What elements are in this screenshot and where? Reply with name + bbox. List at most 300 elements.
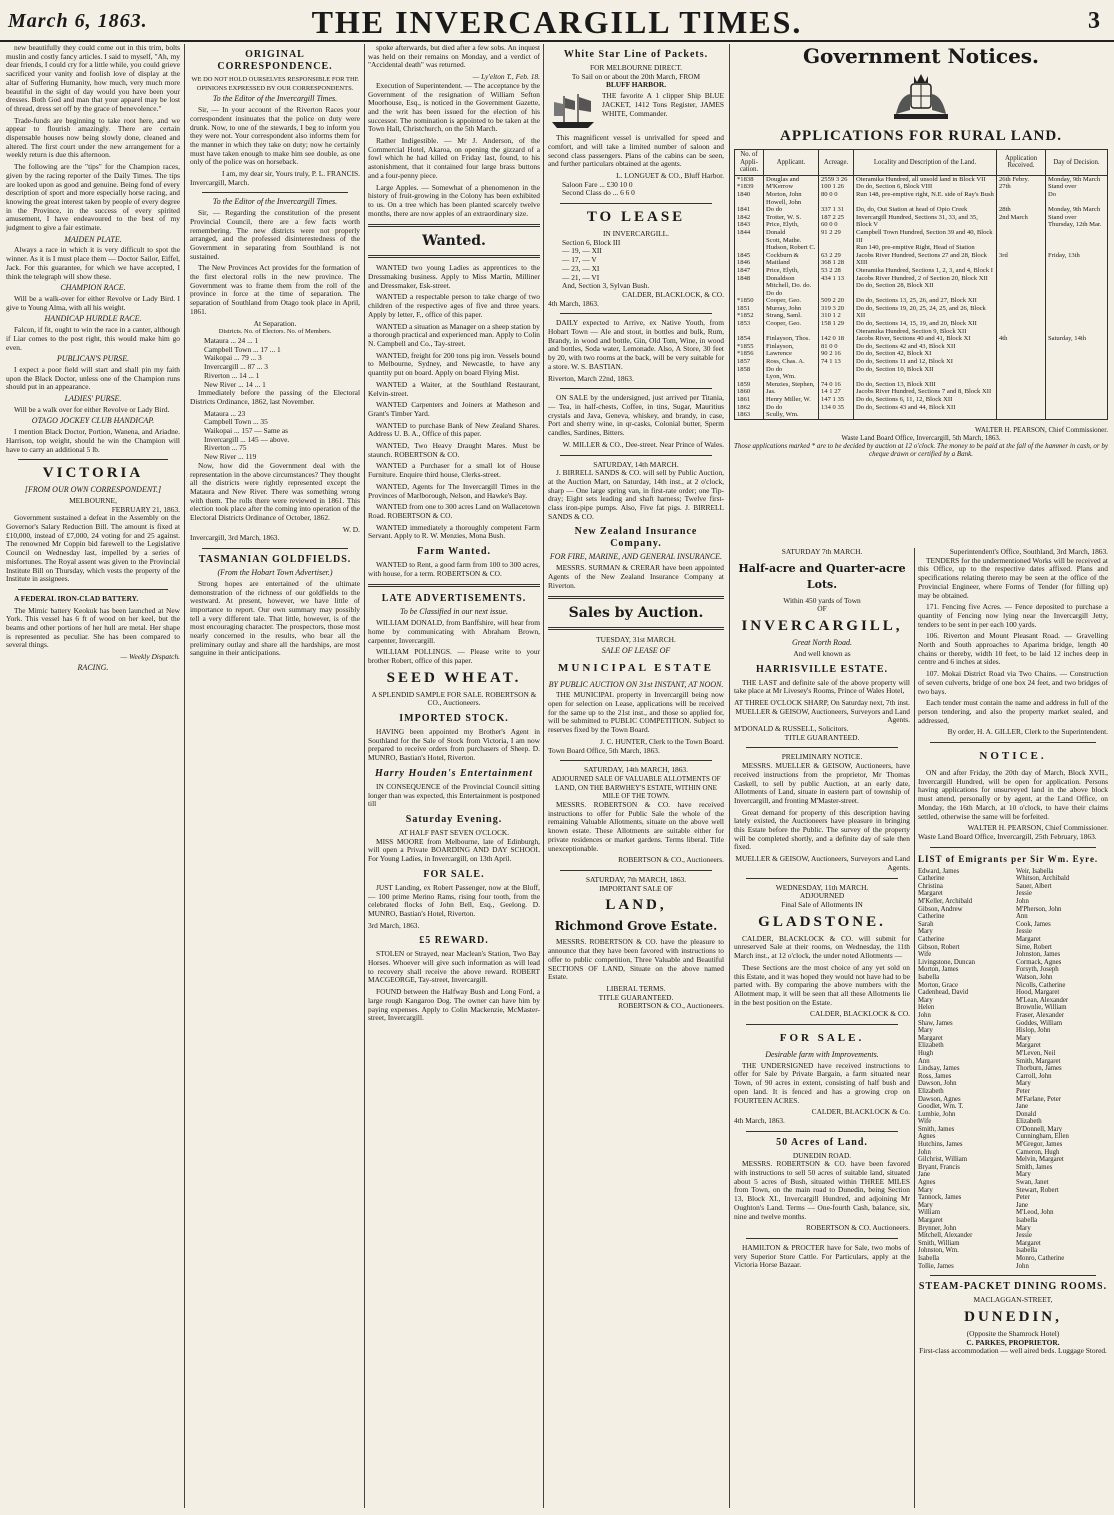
ad-subheading: FOR MELBOURNE DIRECT.: [589, 63, 683, 72]
list-item: Forsyth, Joseph: [1016, 966, 1059, 974]
section-heading: LATE ADVERTISEMENTS.: [381, 593, 527, 605]
disclaimer: WE DO NOT HOLD OURSELVES RESPONSIBLE FOR THE OPINIONS EXPRESSED BY OUR CORRESPONDENTS.: [191, 76, 359, 92]
ad-subheading: AT HALF PAST SEVEN O'CLOCK.: [398, 828, 510, 837]
list-item: Lindsay, James: [918, 1065, 960, 1073]
article-text: Will be a walk-over for either Revolve or Lady Bird. I give to Young Alma, with all his weight.: [6, 293, 180, 312]
list-item: And, Section 3, Sylvan Bush.: [562, 281, 650, 291]
list-item: Lumbie, John: [918, 1110, 956, 1118]
ad-subheading: IMPORTANT SALE OF: [599, 883, 673, 893]
table-cell: Menzies, Stephen, Jas. Henry Miller, W. Do do Scully, Wm.: [764, 381, 819, 419]
list-item: Cameron, Hugh: [1016, 1148, 1060, 1156]
list-item: Elizabeth: [1016, 1118, 1042, 1126]
list-item: Cook, James: [1016, 920, 1051, 928]
list-item: Nicolls, Catherine: [1016, 981, 1066, 989]
ad-heading: HARRISVILLE ESTATE.: [756, 663, 888, 675]
tender-item: 171. Fencing five Acres. — Fence deposited to purchase a quantity of Fencing now lying near the Invercargill Jetty, tenders to be sent in per each 100 yards.: [918, 602, 1108, 629]
column-rule: [543, 44, 544, 1508]
list-item: Margaret: [1016, 936, 1041, 944]
letter-text: The New Provinces Act provides for the formation of the first electoral rolls in the new province. The Government was to frame them from the roll of the province in force at the time of separation. The separation of Southland from Otago took place in April, 1861.: [190, 263, 360, 316]
list-item: Ann: [918, 1057, 930, 1065]
tender-item: 107. Mokai District Road via Two Chains. — Construction of seven culverts, bridge of one box 24 feet, and two bridges of two bays.: [918, 669, 1108, 696]
fare-list: [548, 181, 724, 198]
table-row: Riverton ... 14 ... 1: [204, 370, 260, 380]
ad-heading: NOTICE.: [979, 750, 1047, 763]
list-item: Margaret: [1016, 1042, 1041, 1050]
classified-ad: FOUND between the Halfway Bush and Long Ford, a large rough Kangaroo Dog. The owner can have him by paying expenses. Apply to Colin Mackenzie, McMaster-street, Invercargill.: [368, 987, 540, 1023]
ad-heading: SATURDAY, 14th MARCH, 1863.: [584, 765, 688, 775]
classified-ad: STOLEN or Strayed, near Maclean's Station, Two Bay Horses. Whoever will give such information as will lead to recovery shall receive the above reward. ROBERT MACGEORGE, Tay-street, Invercargill.: [368, 949, 540, 985]
column-header: Day of Decision.: [1046, 150, 1108, 176]
ad-text: MESSRS. MUELLER & GEISOW, Auctioneers, have received instructions from the proprietor, Mr Thomas Caskell, to sell by public Auction, at an early date, Allotments of Land, situate in eastern part of township of Invercargill, and fronting M'Master-street.: [734, 761, 910, 805]
ad-date: 4th March, 1863.: [734, 1115, 785, 1125]
source-credit: — Weekly Dispatch.: [120, 652, 180, 662]
emigrant-list: [918, 868, 1108, 1270]
ad-date: Riverton, March 22nd, 1863.: [548, 373, 634, 383]
column-header: No. of Appli-cation.: [735, 150, 764, 176]
letter-place: Invercargill, March.: [190, 177, 250, 187]
table-cell: Monday, 9th March Stand over Do: [1046, 175, 1108, 206]
table-cell: Finlayson, Thos. Finlayson, Lawrence Ross, Chas. A. Do do Lyon, Wm.: [764, 335, 819, 381]
classified-ad: WANTED, freight for 200 tons pig iron. Vessels bound to Melbourne, Sydney, and Newcastle, to have any quantity put on board. Apply on board Flying Mist.: [368, 350, 540, 378]
table-cell: 1854 *1855 *1856 1857 1858: [735, 335, 764, 381]
list-item: Smith, William: [918, 1239, 960, 1247]
list-item: Gibson, Andrew: [918, 905, 963, 913]
list-item: M'Farlane, Peter: [1016, 1095, 1062, 1103]
table-cell: 26th Febry. 27th: [997, 175, 1046, 206]
list-item: Morton, Grace: [918, 981, 959, 989]
table-cell: 1859 1860 1861 1862 1863: [735, 381, 764, 419]
ad-text: And well known as: [793, 648, 851, 658]
list-item: Section 6, Block III: [562, 237, 621, 247]
list-item: Wife: [918, 1118, 932, 1126]
table-cell: 3rd: [997, 252, 1046, 298]
column-rule: [729, 44, 730, 1508]
tender-text: TENDERS for the undermentioned Works will be received at this Office, up to the respective dates affixed. Plans and specifications relating thereto may be seen at the office of the Provincial Engineer, where Forms of Tender (for filling up) may be obtained.: [918, 555, 1108, 600]
letter-signature: W. D.: [342, 524, 360, 534]
table-row: Invercargill ... 145 — above.: [204, 434, 290, 444]
ad-agent: MUELLER & GEISOW, Auctioneers, Surveyors and Land Agents.: [735, 706, 910, 725]
divider: [368, 584, 540, 587]
list-item: Gilchrist, William: [918, 1156, 968, 1164]
ad-text: MESSRS. SURMAN & CRERAR have been appointed Agents of the New Zealand Insurance Company at Riverton.: [548, 563, 724, 590]
list-item: Goddes, William: [1016, 1019, 1063, 1027]
classified-ad: WANTED a Waiter, at the Southland Restaurant, Kelvin-street.: [368, 379, 540, 398]
letter-place: Invercargill, 3rd March, 1863.: [190, 533, 280, 543]
table-cell: [1046, 297, 1108, 335]
divider: [930, 742, 1096, 743]
tender-text: Each tender must contain the name and address in full of the person tendering, and also the property market sealed, and addressed,: [918, 698, 1108, 725]
ad-heading: SATURDAY, 14th MARCH.: [593, 459, 679, 469]
section-heading: OTAGO JOCKEY CLUB HANDICAP.: [31, 416, 155, 426]
district-table: [190, 410, 360, 462]
article-text: The following are the "tips" for the Champion races, given by the racing reporter of the Daily Times. The tips are looked upon as good and genuine. Being fond of every description of sport and more especially horse racing, and knowing the great interest taken by people of every degree in the Province, in the success of every spirited amusement, I have endeavoured to the best of my judgment to give a fair estimate.: [6, 162, 180, 233]
section-heading: MAIDEN PLATE.: [64, 234, 122, 244]
column-rule: [364, 44, 365, 1508]
section-heading: Government Notices.: [802, 44, 1040, 68]
list-item: Sauer, Albert: [1016, 882, 1052, 890]
ad-agent: W. MILLER & CO., Dee-street. Near Prince of Wales.: [562, 439, 724, 449]
classified-ad: WANTED Carpenters and Joiners at Matheson and Grant's Timber Yard.: [368, 400, 540, 418]
classified-ad: WANTED a Purchaser for a small lot of House Furniture. Enquire third house, Clerks-street.: [368, 461, 540, 480]
list-item: Ann: [1016, 913, 1028, 921]
list-item: Cormack, Agnes: [1016, 958, 1062, 966]
ad-heading: £5 REWARD.: [419, 935, 489, 947]
list-item: John: [1016, 898, 1029, 906]
classified-ad: JUST Landing, ex Robert Passenger, now at the Bluff, — 100 prime Merino Rams, rising four tooth, from the celebrated flocks of John Bell, Esq., Geelong. D. MUNRO, Bastian's Hotel, Riverton.: [368, 882, 540, 918]
article-text: I expect a poor field will start and shall pin my faith upon the Black Doctor, unless one of the Champion runs should put in an appearance.: [6, 364, 180, 392]
list-item: Isabella: [918, 1254, 940, 1262]
list-item: Christina: [918, 882, 943, 890]
list-item: Catherine: [918, 936, 945, 944]
list-item: Catherine: [918, 875, 945, 883]
section-heading: RACING.: [77, 662, 109, 672]
ad-subheading: Final Sale of Allotments IN: [781, 899, 863, 909]
list-item: Margaret: [918, 890, 943, 898]
ad-text: THE UNDERSIGNED have received instructions to offer for Sale by Private Bargain, a farm situated near Town, of 90 acres in extent, consisting of half bush and open land. It is fenced and has a growing crop on FOURTEEN ACRES.: [734, 1060, 910, 1105]
table-cell: 63 2 29 368 1 28 53 2 28 434 1 13: [819, 252, 854, 298]
divider: [548, 596, 724, 599]
ad-subheading: BY PUBLIC AUCTION ON 31st INSTANT, AT NOON.: [548, 679, 724, 689]
government-notices: [734, 44, 1108, 458]
list-item: Goodlet, Wm. T.: [918, 1103, 964, 1111]
list-item: Morton, James: [918, 966, 959, 974]
section-heading: Sales by Auction.: [568, 605, 704, 622]
divider: [560, 455, 712, 456]
article-text: Falcon, if fit, ought to win the race in a canter, although if Liar comes to the post right, this would make him go even.: [6, 325, 180, 352]
table-header-row: [735, 150, 1108, 176]
divider: [930, 1275, 1096, 1276]
column-5: [734, 548, 910, 1508]
table-cell: 4th: [997, 335, 1046, 381]
list-item: Helen: [918, 1004, 935, 1012]
ad-date: Town Board Office, 5th March, 1863.: [548, 745, 660, 755]
table-cell: Do do, Section 13, Block XIII Jacobs River Hundred, Sections 7 and 8, Block XII Do do, Sections 6, 11, 12, Block XII Do do, Sections 43 and 44, Block XII: [854, 381, 997, 419]
ship-icon: [548, 92, 598, 132]
list-item: Catherine: [918, 913, 945, 921]
lease-list: [548, 239, 724, 291]
ad-subheading: SALE OF LEASE OF: [601, 645, 671, 655]
table-row: Riverton ... 75: [204, 443, 247, 453]
list-item: Mary: [918, 996, 933, 1004]
letter-heading: To the Editor of the Invercargill Times.: [212, 94, 338, 104]
office-date: Waste Land Board Office, Invercargill, 5th March, 1863.: [841, 433, 1001, 442]
ad-heading: SEED WHEAT.: [386, 669, 522, 686]
list-item: Agnes: [918, 1133, 936, 1141]
letter-text: Sir, — In your account of the Riverton Races your correspondent insinuates that the police on duty were drunk. Now, to one of the stewards, I beg to inform you they were not. Your correspondent also informs them for the manner in which they take on duty; now he certainly must have taken enough to make him see double, as one only of the police was on horseback.: [190, 105, 360, 167]
source-credit: (From the Hobart Town Advertiser.): [217, 568, 333, 578]
ad-subheading: Desirable farm with Improvements.: [765, 1050, 879, 1060]
article-text: Large Apples. — Somewhat of a phenomenon in the history of fruit-growing in the Colony has been exhibited to us. On a tree which has been planted scarcely twelve months, there are now apples of an extraordinary size.: [368, 182, 540, 218]
list-item: Monro, Catherine: [1016, 1254, 1065, 1262]
ad-text: THE LAST and definite sale of the above property will take place at Mr Livesey's Rooms, Prince of Wales Hotel,: [734, 677, 910, 696]
article-text: Trade-funds are beginning to take root here, and we appear to flourish amazingly. There are certain dispensable houses now being slowly done, cleaned and altered. The first court under the new arrangement for a weekly return is due this afternoon.: [6, 115, 180, 160]
list-item: Tannock, James: [918, 1194, 962, 1202]
list-item: — 23, — XI: [562, 263, 600, 273]
section-heading: TASMANIAN GOLDFIELDS.: [198, 554, 352, 566]
table-cell: [1046, 381, 1108, 419]
table-row: Waikopai ... 79 ... 3: [204, 353, 262, 363]
ad-heading: IMPORTED STOCK.: [399, 713, 509, 725]
section-heading: HANDICAP HURDLE RACE.: [44, 314, 142, 324]
table-cell: 74 0 16 14 1 27 147 1 35 134 0 35: [819, 381, 854, 419]
list-item: Jessie: [1016, 928, 1032, 936]
classified-ad: WANTED a situation as Manager on a sheep station by a thorough practical and experienced man. Apply to Colin N. Campbell and Co., Tay-street.: [368, 321, 540, 348]
ad-agent: MUELLER & GEISOW, Auctioneers, Surveyors and Land Agents.: [735, 854, 910, 872]
ad-text: First-class accommodation — well aired beds. Luggage Stored.: [919, 1346, 1107, 1356]
list-item: Mary: [1016, 1224, 1031, 1232]
source-credit: — Ly'elton T., Feb. 18.: [472, 72, 540, 82]
list-item: John: [918, 1148, 931, 1156]
list-item: Watson, John: [1016, 974, 1053, 981]
letter-signature: I am, my dear sir, Yours truly, P. L. FRANCIS.: [221, 169, 360, 179]
list-item: Hugh: [918, 1049, 934, 1057]
article-text: Always a race in which it is very difficult to spot the winner. As it is I must place them — Doctor Sailor, Eiffel, Jack. For this guarantee, for which we have accepted, I think the telegraph will show these.: [6, 245, 180, 281]
list-item: Cadenhead, David: [918, 989, 969, 997]
ad-subheading: ADJOURNED SALE OF VALUABLE ALLOTMENTS OF LAND, ON THE BARWHEY'S ESTATE, WITHIN ONE MILE OF THE TOWN.: [551, 774, 721, 801]
list-item: Johnston, James: [1016, 951, 1061, 959]
table-cell: Cockburn & Maitland Price, Elyth, Donaldson Mitchell, Do. do. Do do: [764, 252, 819, 298]
list-item: John: [918, 1011, 931, 1019]
section-heading: LIST of Emigrants per Sir Wm. Eyre.: [918, 853, 1099, 864]
classified-ad: MISS MOORE from Melbourne, late of Edinburgh, will open a Private BOARDING AND DAY SCHOOL For Young Ladies, in Invercargill, on 13th April.: [368, 836, 540, 864]
ad-heading: PRELIMINARY NOTICE.: [781, 752, 863, 762]
classified-ad: WANTED a respectable person to take charge of two children of the respective ages of five and three years. Apply by letter, F., office of this paper.: [368, 292, 540, 319]
ad-text: THE favorite A 1 clipper Ship BLUE JACKET, 1412 Tons Register, JAMES WHITE, Commander.: [602, 91, 724, 118]
divider: [560, 388, 712, 389]
list-item: Sime, Robert: [1016, 943, 1052, 951]
table-row: [735, 297, 1108, 335]
column-4: [548, 44, 724, 1508]
ad-heading: SATURDAY, 7th MARCH, 1863.: [585, 875, 687, 884]
ad-text: ON SALE by the undersigned, just arrived per Titania, — Tea, in half-chests, Coffee, in tins, Sugar, Mauritius crystals and Java, Geneva, whiskey, and brandy, in case, Port and sherry wine, in qr-casks, Colonial butter, Sperm candles, Sardines, Bitters.: [548, 393, 724, 438]
ad-heading: Saturday Evening.: [405, 814, 503, 825]
divider: [368, 255, 540, 258]
ad-text: Great demand for property of this description having lately existed, the Auctioneers have pleasure in bringing this Estate before the Public. The survey of the property will be completed shortly, and a definite day of sale then fixed.: [734, 807, 910, 852]
list-item: Elizabeth: [918, 1087, 944, 1095]
list-item: Mary: [918, 928, 933, 936]
article-text: I mention Black Doctor, Portion, Wanena, and Ariadne. Harrison, top weight, should he win the Champion will have to carry an additional 5 lb.: [6, 427, 180, 454]
ad-text: MESSRS. ROBERTSON & CO. have been favored with instructions to sell 50 acres of suitable land, situated about 5 acres of Bush, situated within THREE MILES from Town, on the main road to Dunedin, being Section 13, Block XI., Invercargill Hundred, and adjoining Mr Oughton's Land. Terms — One-fourth Cash, balance, six, nine and twelve months.: [734, 1159, 910, 1221]
letter-text: Now, how did the Government deal with the representation in the above circumstances? They thought all the districts were rightly represented except the Mataura and New River. There was something wrong with them. The rolls there were reviewed in 1861. This election took place after the coming into operation of the Electoral Districts Ordinance of October, 1862.: [190, 460, 360, 523]
ad-heading: Richmond Grove Estate.: [554, 919, 718, 934]
article-heading-inline: A FEDERAL IRON-CLAD BATTERY.: [14, 593, 139, 603]
ad-text: OF: [817, 604, 827, 614]
dateline-place: MELBOURNE,: [69, 495, 117, 505]
list-item: Jessie: [1016, 1232, 1032, 1240]
section-heading: PUBLICAN'S PURSE.: [56, 354, 130, 364]
ad-heading: MUNICIPAL ESTATE: [558, 661, 714, 674]
table-row: [735, 252, 1108, 298]
section-heading: Wanted.: [422, 233, 486, 250]
list-item: Shaw, James: [918, 1019, 953, 1027]
signature: WALTER H. PEARSON, Chief Commissioner.: [975, 425, 1108, 434]
dateline-date: FEBRUARY 21, 1863.: [111, 504, 180, 514]
divider: [18, 589, 168, 590]
list-item: Bryant, Francis: [918, 1163, 960, 1171]
article-text: The Mimic battery Keokuk has been launched at New York. This vessel has 6 ft of wood on her keel, but the beams and other portions of her hull are metal. Her shape is represented as peculiar. She has been compared to several things.: [6, 605, 180, 650]
table-cell: 2559 3 26 100 1 26 80 0 0: [819, 175, 854, 206]
ad-agent: ROBERTSON & CO. Auctioneers.: [805, 1223, 910, 1233]
ad-text: DAILY expected to Arrive, ex Native Youth, from Hobart Town — Ale and stout, in bottles and bulk, Rum, Brandy, in wood and bottle, Gin, Old Tom, Wine, in wood and bottles, Soda water, Lemonade. Also, A Store, 30 feet by 20, with two rooms at the back, will be very suitable for a store. W. S. BASTIAN.: [548, 318, 724, 371]
list-item: Mary: [918, 1186, 933, 1194]
ad-agent: CALDER, BLACKLOCK & CO.: [810, 1009, 910, 1019]
list-item: Smith, James: [918, 1125, 955, 1133]
ad-text: CALDER, BLACKLOCK & CO. will submit for unreserved Sale at their rooms, on Wednesday, the 11th March inst., at 12 o'clock, the under noted Allotments —: [734, 933, 910, 961]
table-row: New River ... 119: [204, 452, 257, 462]
section-subheading: To be Classified in our next issue.: [400, 607, 508, 617]
column-1: [6, 44, 180, 1508]
column-rule: [184, 44, 185, 1508]
table-cell: Saturday, 14th: [1046, 335, 1108, 381]
ad-title: TITLE GUARANTEED.: [784, 732, 860, 742]
list-item: Tollie, James: [918, 1262, 954, 1270]
classified-ad: WANTED, Agents for The Invercargill Times in the Provinces of Marlborough, Nelson, and Hawke's Bay.: [368, 481, 540, 500]
tender-item: 106. Riverton and Mount Pleasant Road. — Gravelling North and South approaches to Aparima bridge, length 40 chains or thereby, width 10 feet, to be laid 12 inches deep in centre and 6 inches at sides.: [918, 631, 1108, 667]
ad-heading: Half-acre and Quarter-acre Lots.: [738, 561, 906, 591]
column-3: [368, 44, 540, 1508]
classified-ad: HAVING been appointed my Brother's Agent in Southland for the Sale of Stock from Victoria, I am now prepared to receive orders from purchasers of Sheep. D. MUNRO, Bastian's Hotel, Riverton.: [368, 727, 540, 763]
ad-text: To Sail on or about the 20th March, FROM: [571, 71, 701, 81]
office-date: Superintendent's Office, Southland, 3rd March, 1863.: [949, 548, 1108, 556]
ad-solicitors: M'DONALD & RUSSELL, Solicitors.: [734, 724, 849, 734]
table-row: Mataura ... 23: [204, 408, 246, 418]
ad-heading: LAND,: [605, 897, 667, 914]
ad-date: 3rd March, 1863.: [368, 920, 420, 930]
divider: [560, 203, 712, 204]
table-row: New River ... 14 ... 1: [204, 379, 266, 389]
article-text: Strong hopes are entertained of the ultimate demonstration of the richness of our goldfields to the westward. At present, however, we have little of importance to report. Our own summary may possibly tell a very different tale. That little, however, is of the most encouraging character. The prospectors, those most nearly concerned in the results, who bear all the preliminary outlay and share all the hardships, are most sanguine in their anticipations.: [190, 578, 360, 658]
list-item: M'Leod, John: [1016, 1209, 1054, 1217]
list-item: M'Gregor, James: [1016, 1141, 1063, 1149]
list-item: Jessie: [1016, 890, 1032, 898]
list-item: Brynner, John: [918, 1224, 957, 1232]
list-item: Jane: [1016, 1201, 1029, 1209]
list-item: Hutchins, James: [918, 1141, 963, 1149]
table-row: Waikopai ... 157 — Same as: [204, 426, 288, 436]
list-item: Mary: [1016, 1034, 1031, 1042]
table-header: Districts. No. of Electors. No. of Members.: [218, 328, 332, 336]
divider: [930, 847, 1096, 848]
column-2: [190, 44, 360, 1508]
page-number: 3: [1088, 8, 1100, 34]
classified-ad: WILLIAM POLLINGS. — Please write to your brother Robert, office of this paper.: [368, 647, 540, 665]
divider: [368, 224, 540, 227]
list-item: O'Donnell, Mary: [1016, 1125, 1063, 1133]
divider: [560, 760, 712, 761]
table-cell: Monday, 9th March Stand over Thursday, 12th Mar.: [1046, 206, 1108, 252]
ad-text: This magnificent vessel is unrivalled for speed and comfort, and will take a limited number of saloon and second class passengers. Plans of the cabins can be seen, and further particulars obtained at the agents.: [548, 133, 724, 169]
list-item: Elizabeth: [918, 1042, 944, 1050]
ad-agent: J. C. HUNTER, Clerk to the Town Board.: [600, 736, 724, 746]
list-item: Mary: [918, 1027, 933, 1035]
fare-row: Saloon Fare ... £30 10 0: [562, 179, 633, 189]
table-cell: 1841 1842 1843 1844: [735, 206, 764, 252]
column-header: Applicant.: [764, 150, 819, 176]
list-item: Hislop, John: [1016, 1027, 1051, 1035]
list-item: Jane: [1016, 1103, 1029, 1111]
ad-terms: LIBERAL TERMS.: [606, 983, 666, 993]
divider: [18, 459, 168, 460]
list-item: Swan, Janet: [1016, 1179, 1049, 1187]
ad-heading: INVERCARGILL,: [741, 618, 903, 635]
list-item: Smith, James: [1016, 1163, 1053, 1171]
ad-heading: White Star Line of Packets.: [563, 49, 709, 60]
ad-text: HAMILTON & PROCTER have for Sale, two mobs of very Superior Store Cattle. For Particulars, apply at the Victoria Horse Bazaar.: [734, 1242, 910, 1270]
list-item: M'Keller, Archibald: [918, 898, 973, 906]
divider: [746, 1238, 898, 1239]
list-item: Isabella: [918, 974, 940, 981]
section-heading: VICTORIA: [42, 465, 144, 482]
table-cell: *1850 1851 *1852 1853: [735, 297, 764, 335]
office-date: Waste Land Board Office, Invercargill, 25th February, 1863.: [918, 831, 1097, 841]
classified-ad: WANTED from one to 300 acres Land on Wallacetown Road. ROBERTSON & CO.: [368, 502, 540, 520]
table-cell: 142 0 18 81 0 0 90 2 16 74 1 13: [819, 335, 854, 381]
list-item: Jane: [918, 1171, 931, 1179]
column-rule: [914, 548, 915, 1508]
column-header: Application Received.: [997, 150, 1046, 176]
ad-heading: Harry Houden's Entertainment: [374, 767, 534, 779]
issue-date: March 6, 1863.: [8, 10, 148, 32]
list-item: Hood, Margaret: [1016, 989, 1060, 997]
ad-agent: CALDER, BLACKLOCK & Co.: [811, 1107, 910, 1117]
list-item: Dawson, Agnes: [918, 1095, 961, 1103]
list-item: Ross, James: [918, 1072, 952, 1080]
ad-heading: FOR SALE.: [779, 1032, 865, 1045]
article-text: Execution of Superintendent. — The acceptance by the Government of the resignation of William Sefton Moorhouse, Esq., is noticed in the Government Gazette, and the writ has been issued for the election of his successor. The nomination is appointed to be taken at the Town Hall, Christchurch, on the 5th March.: [368, 80, 540, 134]
ad-text: MESSRS. ROBERTSON & CO. have the pleasure to announce that they have been favored with instructions to offer to public competition, Three Valuable and Beautiful SECTIONS OF LAND, Situate on the above named Estate.: [548, 937, 724, 982]
ad-subheading: MACLAGGAN-STREET,: [973, 1295, 1053, 1305]
list-item: Peter: [1016, 1194, 1030, 1202]
list-item: William: [918, 1209, 941, 1217]
list-item: M'Pherson, John: [1016, 905, 1062, 913]
table-cell: Jacobs River, Sections 40 and 41, Block XI Do do, Sections 42 and 43, Block XII Do do, Section 42, Block XI Do do, Sections 11 and 12, Block XI Do do, Section 10, Block XII: [854, 335, 997, 381]
ad-subheading: DUNEDIN ROAD.: [792, 1150, 852, 1160]
ad-proprietor: C. PARKES, PROPRIETOR.: [966, 1337, 1060, 1347]
list-item: Livingstone, Duncan: [918, 958, 976, 966]
ad-title: TITLE GUARANTEED.: [598, 992, 674, 1002]
article-text: Government sustained a defeat in the Assembly on the Governor's Salary Reduction Bill. The amount is fixed at £10,000, instead of £7,000, 24 voting for and 25 against. The renowned Mr Coppin bid farewell to the Legislative Council on Wednesday last, impelled by a series of misfortunes. The Royal assent was given to the Provincial Institute Bill on Thursday, which vests the property of the Institute in assignees.: [6, 513, 180, 584]
list-item: M'Lean, Alexander: [1016, 996, 1069, 1004]
list-item: Brownlie, William: [1016, 1004, 1067, 1012]
ad-heading: New Zealand Insurance Company.: [574, 526, 698, 550]
letter-text: Immediately before the passing of the Electoral Districts Ordinance, 1862, last November.: [190, 388, 360, 406]
ad-agent: CALDER, BLACKLOCK, & CO.: [622, 289, 724, 299]
list-item: Smith, Margaret: [1016, 1057, 1061, 1065]
column-6: [918, 548, 1108, 1508]
ad-heading: 50 Acres of Land.: [776, 1136, 868, 1148]
list-item: Margaret: [1016, 1239, 1041, 1247]
list-item: Stewart, Robert: [1016, 1186, 1059, 1194]
table-cell: Do do, Sections 13, 25, 26, and 27, Block XII Do do, Sections 19, 20, 25, 24, 25, and 26, Block XII Do do, Sections 14, 15, 19, and 20, Block XII Oteramika Hundred, Section 9, Block XII: [854, 297, 997, 335]
table-cell: *1838 *1839 1840: [735, 175, 764, 206]
list-item: Wife: [918, 951, 932, 959]
list-item: Mary: [918, 1201, 933, 1209]
list-item: — 17, — V: [562, 255, 597, 265]
list-item: Agnes: [918, 1179, 936, 1187]
land-applications-table: [734, 149, 1108, 420]
table-row: Invercargill ... 87 ... 3: [204, 362, 268, 372]
list-item: Sarah: [918, 920, 934, 928]
ad-text: AT THREE O'CLOCK SHARP, On Saturday next, 7th inst.: [734, 697, 910, 707]
table-row: [735, 206, 1108, 252]
byline: [FROM OUR OWN CORRESPONDENT.]: [24, 485, 162, 495]
classified-ad: WANTED to purchase Bank of New Zealand Shares. Address U. B. A., Office of this paper.: [368, 420, 540, 439]
list-item: Isabella: [1016, 1217, 1038, 1224]
ad-heading: Farm Wanted.: [416, 546, 492, 558]
divider: [560, 313, 712, 314]
ad-subheading: (Opposite the Shamrock Hotel): [966, 1328, 1060, 1338]
list-item: Melvin, Margaret: [1016, 1156, 1064, 1164]
